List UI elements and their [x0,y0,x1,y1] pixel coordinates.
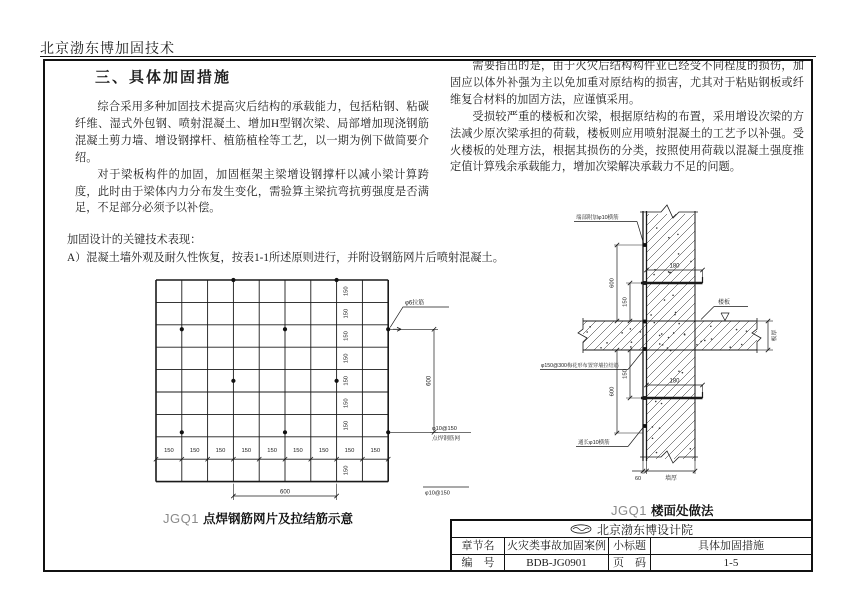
tie-dot [180,430,184,434]
section-heading: 三、具体加固措施 [95,70,232,86]
cell-chapter-value: 火灾类事故加固案例 [504,538,608,554]
diagram-label: φ150@300梅花形布置穿墙拉结筋 [541,363,619,369]
title-block [450,519,813,572]
diagram-label: 150 [215,448,226,455]
diagram-label: 60 [634,476,642,482]
mesh-grid-diagram [135,268,475,508]
header-rule [40,56,816,57]
page-header-title: 北京渤东博加固技术 [40,42,175,57]
diagram-label: 600 [426,375,433,386]
company-name: 北京渤东博设计院 [596,522,693,537]
anchor-dot [643,320,647,324]
diagram-label: 150 [343,420,350,431]
tie-dot [231,278,235,282]
tie-dot [283,327,287,331]
diagram-label: 150 [267,448,277,455]
diagram-label: 150 [343,398,350,409]
diagram-label: 通长φ10横筋 [578,440,610,446]
diagram-label: 150 [318,448,329,455]
left-paragraph-1: 综合采用多种加固技术提高灾后结构的承载能力，包括粘钢、粘碳纤维、湿式外包钢、喷射混凝土、增加H型钢次梁、局部增加现浇钢筋混凝土剪力墙、增设钢撑杆、植筋植栓等工艺，以一期为例下做简要介绍。 [75,101,429,164]
diagram-label: 150 [241,448,252,455]
anchor-dot [643,347,647,351]
diagram-label: 180 [669,378,680,385]
diagram-label: 150 [293,448,303,455]
cell-chapter-label: 章节名 [461,540,495,552]
cell-number-value: BDB-JG0901 [504,554,608,571]
grid-caption-code: JGQ1 [163,511,199,526]
grid-caption-text: 点焊钢筋网片及拉结筋示意 [202,512,353,526]
diagram-label: φ6拉筋 [405,300,425,307]
cell-page-label: 页 码 [608,554,650,571]
diagram-label: φ10@150 [432,425,457,432]
section-caption-text: 楼面处做法 [650,504,714,518]
section-diagram-caption [611,501,713,520]
right-paragraph-2: 受损较严重的楼板和次梁，根据原结构的布置，采用增设次梁的方法减少原次梁承担的荷载，楼板则应用喷射混凝土的工艺予以补强。受火楼板的处理方法，根据其损伤的分类，按照使用荷载以混凝土强度推定值计算残余承载能力，增加次梁解决承载力不足的问题。 [450,110,804,174]
diagram-label: 板厚 [772,329,778,342]
cell-number-label: 编 号 [452,554,504,571]
right-paragraph-1: 需要指出的是，由于火灾后结构构件业已经受不同程度的损伤，加固应以体外补强为主以免加重对原结构的损害，尤其对于粘贴钢板或纤维复合材料的加固方法，应谨慎采用。 [450,60,804,106]
diagram-label: 150 [343,375,350,386]
company-logo-icon [570,524,592,534]
tie-dot [283,430,287,434]
tie-dot [335,278,339,282]
diagram-label: 150 [343,331,350,341]
section-caption-code: JGQ1 [611,503,647,518]
cell-page-value: 1-5 [650,554,811,571]
diagram-label: 150 [622,369,629,379]
diagram-label: 600 [609,386,616,397]
diagram-label: 150 [622,297,629,307]
tie-dot [180,327,184,331]
grid-diagram-caption [163,509,353,528]
key-notes-line2: A）混凝土墙外观及耐久性恢复，按表1-1所述原则进行，并附设钢筋网片后喷射混凝土。 [67,251,504,264]
diagram-label: 150 [189,448,200,455]
key-notes-line1: 加固设计的关键技术表现： [67,234,202,246]
title-block-header [452,521,811,538]
right-text-column [450,58,804,176]
diagram-label: 150 [164,448,174,455]
diagram-label: 600 [609,278,616,288]
diagram-label: 150 [370,448,381,455]
diagram-label: 150 [343,286,350,297]
tie-dot [231,379,235,383]
cell-subtitle-value: 具体加固措施 [650,538,811,554]
diagram-label: 端部附加φ10横筋 [576,215,619,221]
diagram-label: 墙厚 [664,476,678,482]
title-block-table [452,538,811,571]
diagram-label: 150 [343,465,350,476]
diagram-label: 150 [343,308,350,319]
diagram-label: φ10@150 [425,490,450,497]
wall-section-diagram [540,193,812,498]
left-paragraph-2: 对于梁板构件的加固，加固框架主梁增设钢撑杆以减小梁计算跨度，此时由于梁体内力分布发生变化，需验算主梁抗弯抗剪强度是否满足，不足部分必须予以补偿。 [75,168,429,215]
diagram-label: 150 [344,448,355,455]
key-notes [67,232,504,267]
tie-dot [386,430,390,434]
tie-dot [335,379,339,383]
diagram-label: 点焊钢筋网 [432,435,460,442]
diagram-label: 楼板 [718,300,731,306]
cell-subtitle-label: 小标题 [608,538,650,554]
left-text-column [75,66,429,217]
diagram-label: 600 [279,489,291,496]
anchor-dot [643,243,647,247]
diagram-label: 150 [343,353,350,364]
tie-dot [386,327,390,331]
diagram-label: 180 [669,263,680,270]
